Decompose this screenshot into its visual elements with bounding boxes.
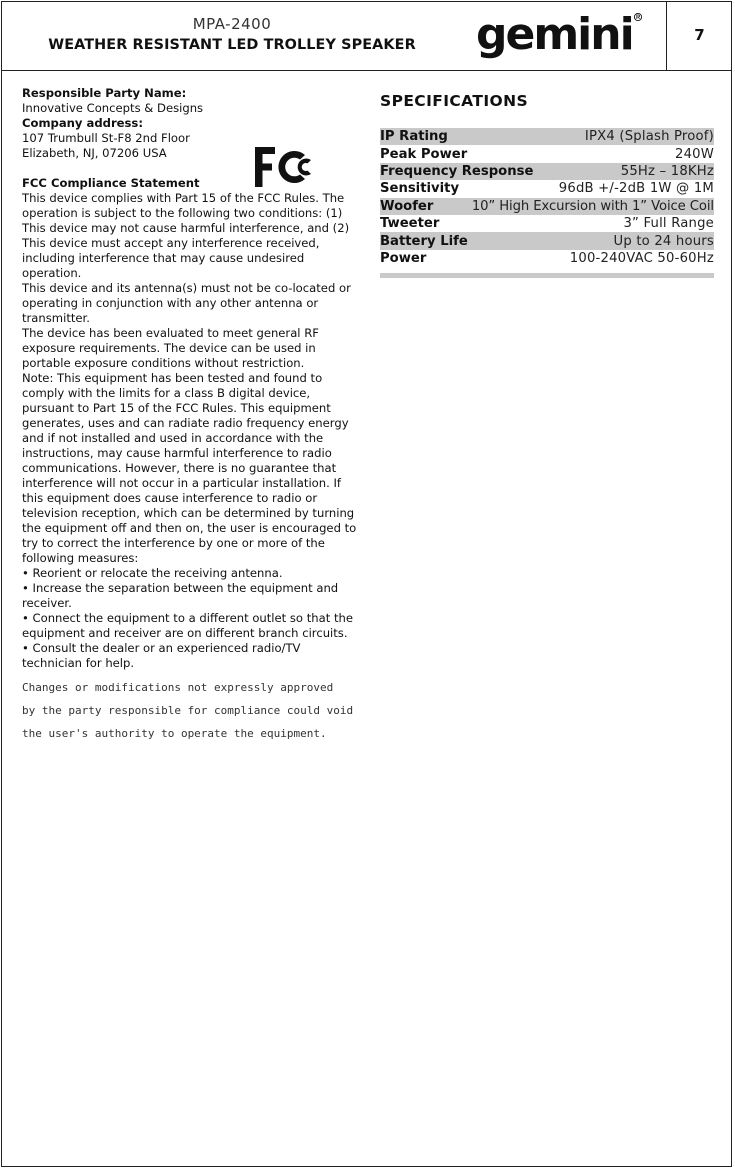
spec-value: 240W [674,146,714,162]
company-address-label: Company address: [22,116,143,130]
spec-label: Tweeter [380,216,440,232]
spec-row-ip-rating [380,128,714,145]
company-address-line2: Elizabeth, NJ, 07206 USA [22,146,167,160]
warning-line: the user's authority to operate the equipment. [22,727,327,740]
spec-value: 3” Full Range [623,216,714,232]
spec-row-peak-power [380,145,714,162]
company-address-line1: 107 Trumbull St-F8 2nd Floor [22,131,190,145]
spec-value: Up to 24 hours [613,233,714,249]
fcc-bullet: • Reorient or relocate the receiving antenna. [22,566,283,580]
fcc-section [22,86,364,671]
responsible-party-name: Innovative Concepts & Designs [22,101,204,115]
product-title: WEATHER RESISTANT LED TROLLEY SPEAKER [48,37,416,53]
fcc-bullet: • Increase the separation between the equipment and receiver. [22,581,339,610]
modification-warning [22,680,422,749]
spec-value: 10” High Excursion with 1” Voice Coil [471,198,714,214]
fcc-paragraph-3: The device has been evaluated to meet general RF exposure requirements. The device can be used in portable exposure conditions without restriction. [22,326,319,370]
page-number-box [666,2,732,71]
spec-value: 96dB +/-2dB 1W @ 1M [558,181,714,197]
spec-row-frequency-response [380,163,714,180]
spec-label: Peak Power [380,146,468,162]
spec-label: Frequency Response [380,163,534,179]
model-number: MPA-2400 [192,15,272,33]
spec-value: 100-240VAC 50-60Hz [569,250,714,266]
manual-page [1,1,732,1167]
fcc-paragraph-2: This device and its antenna(s) must not be co-located or operating in conjunction with any other antenna or transmitter. [22,281,351,325]
fcc-compliance-title: FCC Compliance Statement [22,176,200,190]
warning-line: by the party responsible for compliance could void [22,704,354,717]
fcc-bullet: • Connect the equipment to a different outlet so that the equipment and receiver are on different branch circuits. [22,611,353,640]
specifications-section [380,92,714,278]
spec-label: IP Rating [380,129,448,145]
spec-row-battery-life [380,232,714,249]
spec-row-power [380,250,714,267]
spec-value: 55Hz – 18KHz [620,163,714,179]
spec-label: Sensitivity [380,181,460,197]
spec-label: Power [380,250,427,266]
fcc-bullet: • Consult the dealer or an experienced radio/TV technician for help. [22,641,301,670]
specifications-title: SPECIFICATIONS [380,92,529,110]
spec-row-tweeter [380,215,714,232]
spec-row-woofer [380,198,714,215]
page-header [2,2,731,71]
spec-label: Battery Life [380,233,468,249]
responsible-party-label: Responsible Party Name: [22,86,187,100]
gemini-logo [476,9,646,65]
specifications-divider [380,273,714,278]
brand-wordmark: gemini [476,9,633,60]
spec-label: Woofer [380,198,434,214]
page-number: 7 [694,26,705,44]
spec-row-sensitivity [380,180,714,197]
fcc-logo-icon [253,144,315,190]
warning-line: Changes or modifications not expressly approved [22,681,334,694]
fcc-paragraph-1: This device complies with Part 15 of the FCC Rules. The operation is subject to the following two conditions: (1) This device may not cause harmful interference, and (2) This device must accept any interference received, including interference that may cause undesired operation. [22,191,350,280]
fcc-paragraph-4: Note: This equipment has been tested and found to comply with the limits for a class B digital device, pursuant to Part 15 of the FCC Rules. This equipment generates, uses and can radiate radio frequency energy and if not installed and used in accordance with the instructions, may cause harmful interference to radio communications. However, there is no guarantee that interference will not occur in a particular installation. If this equipment does cause interference to radio or television reception, which can be determined by turning the equipment off and then on, the user is encouraged to try to correct the interference by one or more of the following measures: [22,371,357,565]
spec-value: IPX4 (Splash Proof) [584,129,714,145]
